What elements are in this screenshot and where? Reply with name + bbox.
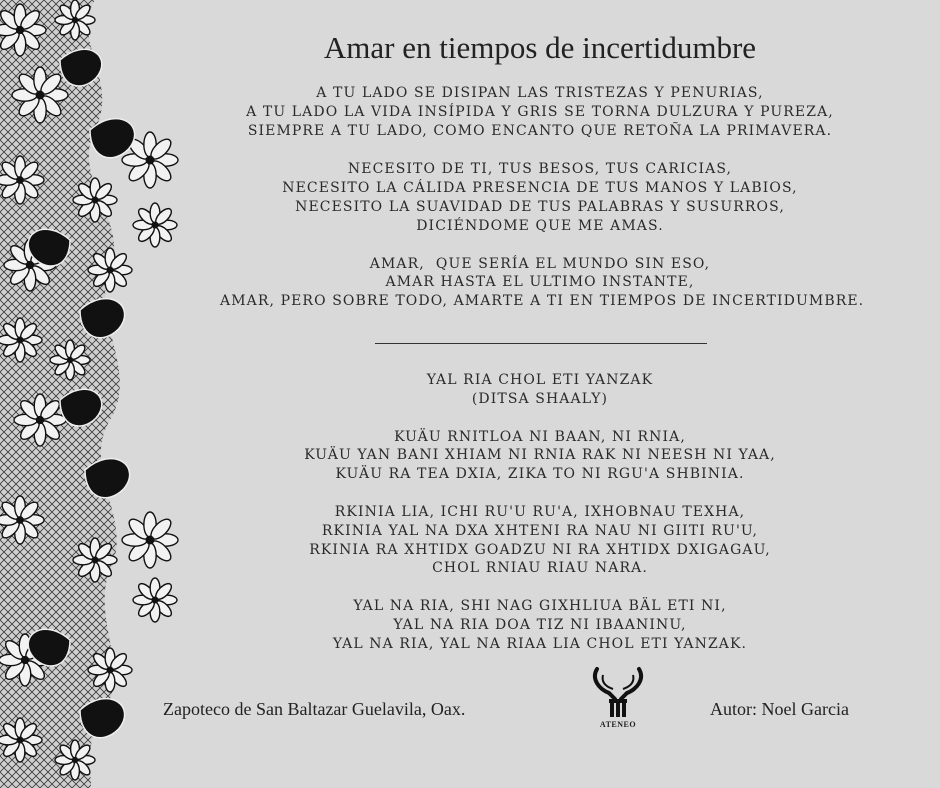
stanza-3: [220, 255, 865, 311]
lace-paisley-icon: [80, 699, 125, 738]
stanza-1: [220, 84, 860, 140]
lace-flower-icon: [50, 340, 90, 380]
lace-flower-icon: [0, 318, 42, 362]
lace-flower-icon: [133, 203, 177, 247]
lace-flower-icon: [0, 4, 46, 56]
stanza-4: [220, 428, 860, 484]
stanza-5: [220, 503, 860, 578]
poem-line: YAL NA RIA, SHI NAG GIXHLIUA BÄL ETI NI,: [353, 598, 727, 615]
poem-line: KUÄU RNITLOA NI BAAN, NI RNIA,: [394, 428, 686, 445]
ateneo-logo: [589, 665, 647, 735]
poem-line: CHOL RNIAU RIAU NARA.: [432, 560, 648, 577]
poem-line: RKINIA RA XHTIDX GOADZU NI RA XHTIDX DXIGAGAU,: [309, 541, 771, 558]
lace-paisley-icon: [90, 119, 135, 158]
lace-paisley-icon: [80, 299, 125, 338]
zapotec-poem: [220, 371, 860, 654]
lace-flower-icon: [55, 740, 95, 780]
poem-line: RKINIA LIA, ICHI RU'U RU'A, IXHOBNAU TEXHA,: [334, 503, 746, 520]
lace-flower-icon: [55, 0, 95, 40]
lace-flower-icon: [0, 156, 44, 204]
poem-line: AMAR, QUE SERÍA EL MUNDO SIN ESO,: [369, 255, 711, 272]
lace-flower-icon: [0, 496, 44, 544]
poem-line: YAL NA RIA DOA TIZ NI IBAANINU,: [393, 616, 687, 633]
poem-line: KUÄU YAN BANI XHIAM NI RNIA RAK NI NEESH NI YAA,: [304, 447, 776, 464]
poem-line: SIEMPRE A TU LADO, COMO ENCANTO QUE RETOÑA LA PRIMAVERA.: [247, 122, 833, 139]
poem-line: A TU LADO SE DISIPAN LAS TRISTEZAS Y PENURIAS,: [316, 85, 764, 101]
poem-line: NECESITO LA SUAVIDAD DE TUS PALABRAS Y SUSURROS,: [295, 198, 785, 215]
stanza-2: [220, 160, 860, 235]
zapotec-title: YAL RIA CHOL ETI YANZAK: [426, 372, 654, 388]
author-label: Autor: Noel Garcia: [710, 699, 849, 719]
poem-line: RKINIA YAL NA DXA XHTENI RA NAU NI GIITI RU'U,: [321, 522, 759, 539]
poem-line: A TU LADO LA VIDA INSÍPIDA Y GRIS SE TORNA DULZURA Y PUREZA,: [246, 103, 834, 120]
zapotec-subtitle: (DITSA SHAALY): [471, 390, 609, 407]
poem-line: AMAR HASTA EL ULTIMO INSTANTE,: [385, 274, 695, 291]
spanish-poem: [220, 84, 865, 311]
poem-line: AMAR, PERO SOBRE TODO, AMARTE A TI EN TIEMPOS DE INCERTIDUMBRE.: [220, 293, 865, 310]
poem-line: YAL NA RIA, YAL NA RIAA LIA CHOL ETI YANZAK.: [332, 635, 748, 652]
poem-line: KUÄU RA TEA DXIA, ZIKA TO NI RGU'A SHBINIA.: [335, 466, 745, 483]
lace-paisley-icon: [85, 459, 130, 498]
lace-flower-icon: [12, 67, 68, 123]
lace-flower-icon: [122, 512, 178, 568]
poem-line: NECESITO LA CÁLIDA PRESENCIA DE TUS MANOS Y LABIOS,: [282, 180, 798, 197]
origin-label: Zapoteco de San Baltazar Guelavila, Oax.: [163, 699, 466, 719]
lace-flower-icon: [73, 178, 117, 222]
poem-line: DICIÉNDOME QUE ME AMAS.: [416, 217, 664, 234]
poem-line: NECESITO DE TI, TUS BESOS, TUS CARICIAS,: [347, 161, 733, 178]
stanza-6: [220, 597, 860, 653]
lace-flower-icon: [133, 578, 177, 622]
lace-flower-icon: [88, 648, 132, 692]
lace-border-decoration: [0, 0, 205, 788]
lace-flower-icon: [88, 248, 132, 292]
section-divider: [375, 343, 707, 344]
poem-title: Amar en tiempos de incertidumbre: [323, 30, 757, 65]
lace-flower-icon: [73, 538, 117, 582]
ateneo-logo-label: ATENEO: [599, 720, 637, 729]
lace-flower-icon: [0, 718, 42, 762]
lace-flower-icon: [14, 394, 66, 446]
ateneo-logo-icon: [589, 665, 647, 721]
